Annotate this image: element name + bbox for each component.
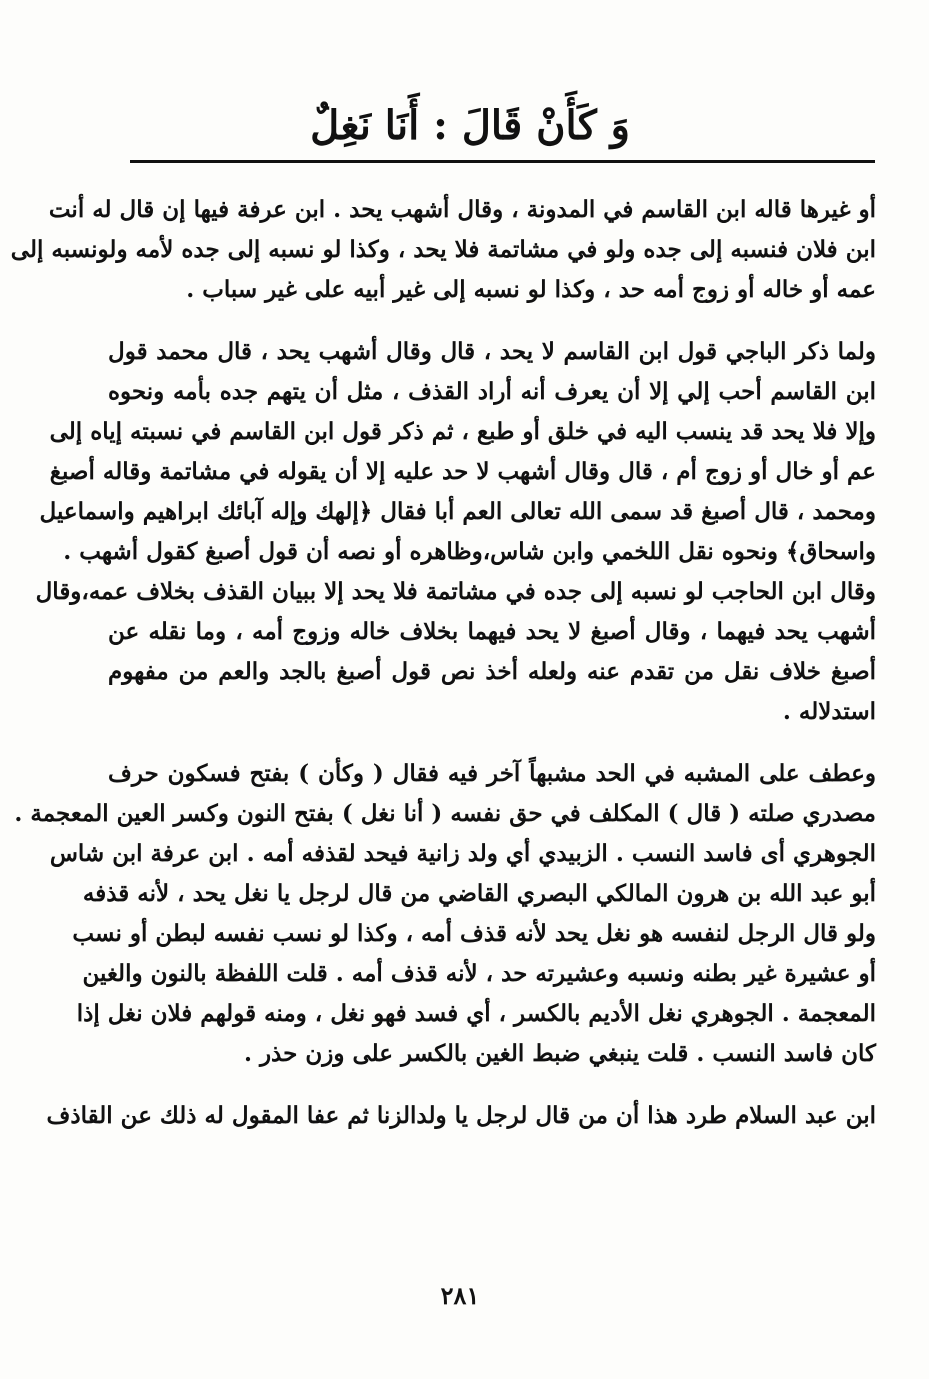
text-line: أبو عبد الله بن هرون المالكي البصري القاضي من قال لرجل يا نغل يحد ، لأنه قذفه (82, 880, 876, 907)
text-line: وقال ابن الحاجب لو نسبه إلى جده في مشاتمة فلا يحد إلا ببيان القذف بخلاف عمه،وقال (35, 578, 876, 605)
text-line: واسحاق﴾ ونحوه نقل اللخمي وابن شاس،وظاهره أو نصه أن قول أصبغ كقول أشهب . (63, 538, 876, 565)
page-heading: وَ كَأَنْ قَالَ : أَنَا نَغِلٌ (310, 102, 630, 149)
paragraph (10, 190, 876, 310)
page-number: ٢٨١ (440, 1281, 480, 1310)
text-line: أشهب يحد فيهما ، وقال أصبغ لا يحد فيهما بخلاف خاله وزوج أمه ، وما نقله عن (108, 618, 876, 645)
paragraph (35, 332, 876, 732)
paragraph (46, 1096, 876, 1136)
text-line: ابن فلان فنسبه إلى جده ولو في مشاتمة فلا يحد ، وكذا لو نسبه إلى جده لأمه ولونسبه إلى (10, 236, 876, 263)
text-line: ولما ذكر الباجي قول ابن القاسم لا يحد ، قال وقال أشهب يحد ، قال محمد قول (108, 338, 876, 365)
text-line: الجوهري أى فاسد النسب . الزبيدي أي ولد زانية فيحد لقذفه أمه . ابن عرفة ابن شاس (49, 840, 876, 867)
text-line: أصبغ خلاف نقل من تقدم عنه ولعله أخذ نص قول أصبغ بالجد والعم من مفهوم (108, 658, 876, 685)
heading-divider (130, 160, 875, 163)
text-line: كان فاسد النسب . قلت ينبغي ضبط الغين بالكسر على وزن حذر . (243, 1040, 876, 1067)
paragraph-gap (108, 1074, 876, 1096)
paragraph-gap (108, 310, 876, 332)
text-line: وعطف على المشبه في الحد مشبهاً آخر فيه فقال ( وكأن ) بفتح فسكون حرف (108, 760, 876, 787)
text-line: أو عشيرة غير بطنه ونسبه وعشيرته حد ، لأنه قذف أمه . قلت اللفظة بالنون والغين (82, 960, 876, 987)
text-line: المعجمة . الجوهري نغل الأديم بالكسر ، أي فسد فهو نغل ، ومنه قولهم فلان نغل إذا (76, 1000, 876, 1027)
text-line: ابن عبد السلام طرد هذا أن من قال لرجل يا ولدالزنا ثم عفا المقول له ذلك عن القاذف (46, 1102, 876, 1129)
text-line: ولو قال الرجل لنفسه هو نغل يحد لأنه قذف أمه ، وكذا لو نسب نفسه لبطن أو نسب (72, 920, 876, 947)
text-line: أو غيرها قاله ابن القاسم في المدونة ، وقال أشهب يحد . ابن عرفة فيها إن قال له أنت (48, 196, 876, 223)
text-line: مصدري صلته ( قال ) المكلف في حق نفسه ( أنا نغل ) بفتح النون وكسر العين المعجمة . (14, 800, 876, 827)
paragraph (14, 754, 876, 1074)
text-line: استدلاله . (782, 698, 876, 725)
text-line: ابن القاسم أحب إلي إلا أن يعرف أنه أراد القذف ، مثل أن يتهم جده بأمه ونحوه (108, 378, 876, 405)
text-line: عمه أو خاله أو زوج أمه حد ، وكذا لو نسبه إلى غير أبيه على غير سباب . (186, 276, 876, 303)
text-line: وإلا فلا يحد قد ينسب اليه في خلق أو طبع ، ثم ذكر قول ابن القاسم في نسبته إياه إلى (49, 418, 876, 445)
paragraph-gap (108, 732, 876, 754)
body-text (10, 190, 876, 1136)
text-line: عم أو خال أو زوج أم ، قال وقال أشهب لا حد عليه إلا أن يقوله في مشاتمة وقاله أصبغ (49, 458, 876, 485)
text-line: ومحمد ، قال أصبغ قد سمى الله تعالى العم أبا فقال ﴿إلهك وإله آبائك ابراهيم واسماعيل (39, 498, 876, 525)
